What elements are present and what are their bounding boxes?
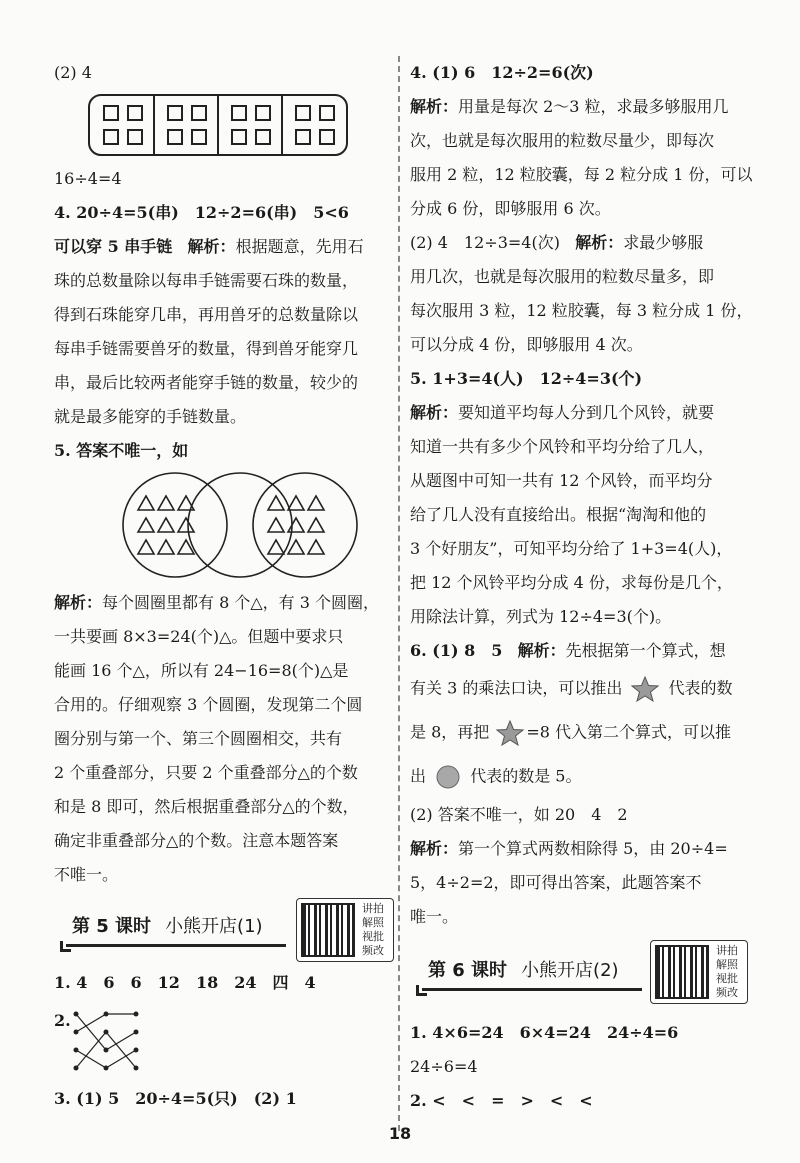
- analysis-label: 解析：: [410, 403, 459, 422]
- lesson-title: [428, 956, 619, 982]
- circles-figure: [120, 470, 360, 580]
- analysis-line: [410, 676, 733, 702]
- analysis-line: 3 个好朋友”，可知平均分给了 1+3=4(人)，: [410, 539, 733, 558]
- analysis-line: [410, 232, 703, 254]
- analysis-line: [410, 402, 714, 424]
- analysis-line: 能画 16 个△，所以有 24−16=8(个)△是: [54, 661, 349, 680]
- analysis-label: 解析：: [410, 97, 459, 116]
- analysis-line: 服用 2 粒，12 粒胶囊，每 2 粒分成 1 份，可以: [410, 165, 753, 184]
- analysis-line: 一共要画 8×3=24(个)△。但题中要求只: [54, 627, 344, 646]
- analysis-label: 解析：: [575, 233, 624, 252]
- analysis-text: 求最少够服: [623, 233, 704, 252]
- analysis-line: 次，也就是每次服用的粒数尽量少，即每次: [410, 131, 715, 150]
- analysis-text: 根据题意，先用石: [235, 237, 364, 256]
- analysis-line: 从题图中可知一共有 12 个风铃，而平均分: [410, 471, 713, 490]
- page-number: 18: [388, 1124, 412, 1143]
- analysis-text: 每个圆圈里都有 8 个△，有 3 个圆圈，: [102, 593, 380, 612]
- lesson-header: [66, 900, 286, 947]
- analysis-line: 给了几人没有直接给出。根据“淘淘和他的: [410, 505, 707, 524]
- answer-text: (2) 4 12÷3=4(次): [410, 233, 560, 252]
- analysis-text: 出: [410, 766, 427, 786]
- analysis-text: 要知道平均每人分到几个风铃，就要: [458, 403, 715, 422]
- analysis-text: 代表的数: [668, 678, 733, 698]
- lesson-name: 小熊开店(2): [521, 960, 619, 981]
- star-icon: [631, 676, 659, 702]
- analysis-line: 确定非重叠部分△的个数。注意本题答案: [54, 831, 339, 850]
- star-icon: [496, 720, 524, 746]
- lesson-header: [422, 944, 642, 991]
- lesson-name: 小熊开店(1): [165, 916, 263, 937]
- analysis-line: 珠的总数量除以每串手链需要石珠的数量，: [54, 271, 359, 290]
- analysis-text: 有关 3 的乘法口诀，可以推出: [410, 678, 623, 698]
- qr-code-icon: [655, 945, 709, 999]
- analysis-line: 得到石珠能穿几串，再用兽牙的总数量除以: [54, 305, 359, 324]
- analysis-label: 解析：: [410, 839, 459, 858]
- analysis-line: 合用的。仔细观察 3 个圆圈，发现第二个圆: [54, 695, 363, 714]
- circle-icon: [435, 764, 461, 790]
- analysis-line: 圈分别与第一个、第三个圆圈相交，共有: [54, 729, 343, 748]
- answer-line: 1. 4×6=24 6×4=24 24÷4=6: [410, 1023, 679, 1042]
- analysis-line: 就是最多能穿的手链数量。: [54, 407, 247, 426]
- answer-line: (2) 4: [54, 63, 92, 82]
- answer-line: 4. 20÷4=5(串) 12÷2=6(串) 5<6: [54, 203, 349, 222]
- analysis-line: 每次服用 3 粒，12 粒胶囊，每 3 粒分成 1 份，: [410, 301, 753, 320]
- analysis-line: 每串手链需要兽牙的数量，得到兽牙能穿几: [54, 339, 359, 358]
- analysis-text: 是 8，再把: [410, 722, 490, 742]
- answer-line: 4. (1) 6 12÷2=6(次): [410, 63, 594, 82]
- answer-line: 5. 答案不唯一，如: [54, 441, 189, 460]
- analysis-line: 把 12 个风铃平均分成 4 份，求每份是几个，: [410, 573, 733, 592]
- column-divider: [398, 56, 400, 1131]
- analysis-label: 解析：: [517, 641, 566, 660]
- answer-line: 1. 4 6 6 12 18 24 四 4: [54, 973, 316, 992]
- analysis-line: 可以分成 4 份，即够服用 4 次。: [410, 335, 643, 354]
- qr-label: 讲拍解照视批频改: [362, 902, 384, 957]
- lesson-number: 第 5 课时: [72, 916, 152, 937]
- analysis-line: 5，4÷2=2，即可得出答案，此题答案不: [410, 873, 702, 892]
- analysis-line: 和是 8 即可，然后根据重叠部分△的个数，: [54, 797, 359, 816]
- analysis-label: 解析：: [54, 593, 103, 612]
- matching-figure: [70, 1008, 150, 1078]
- answer-text: 可以穿 5 串手链: [54, 237, 173, 256]
- answer-line: 24÷6=4: [410, 1057, 478, 1076]
- analysis-line: 知道一共有多少个风铃和平均分给了几人，: [410, 437, 715, 456]
- analysis-line: 唯一。: [410, 907, 459, 926]
- analysis-line: [54, 236, 364, 258]
- squares-figure: [88, 94, 348, 156]
- answer-text: 6. (1) 8 5: [410, 641, 503, 660]
- analysis-line: 用除法计算，列式为 12÷4=3(个)。: [410, 607, 672, 626]
- analysis-line: [410, 720, 731, 746]
- qr-code-box[interactable]: [296, 898, 394, 962]
- lesson-title: [72, 912, 263, 938]
- analysis-line: 分成 6 份，即够服用 6 次。: [410, 199, 611, 218]
- analysis-label: 解析：: [187, 237, 236, 256]
- answer-line: 5. 1+3=4(人) 12÷4=3(个): [410, 369, 643, 388]
- analysis-line: 2 个重叠部分，只要 2 个重叠部分△的个数: [54, 763, 358, 782]
- answer-line: (2) 答案不唯一，如 20 4 2: [410, 805, 628, 824]
- analysis-text: 代表的数是 5。: [470, 766, 582, 786]
- qr-code-icon: [301, 903, 355, 957]
- analysis-text: 第一个算式两数相除得 5，由 20÷4=: [458, 839, 728, 858]
- analysis-line: [54, 592, 379, 614]
- analysis-line: [410, 640, 726, 662]
- analysis-line: [410, 838, 728, 860]
- analysis-line: [410, 764, 581, 790]
- analysis-line: [410, 96, 729, 118]
- analysis-text: 用量是每次 2～3 粒，求最多够服用几: [458, 97, 729, 116]
- answer-line: 16÷4=4: [54, 169, 122, 188]
- analysis-line: 串，最后比较两者能穿手链的数量，较少的: [54, 373, 359, 392]
- analysis-line: 不唯一。: [54, 865, 119, 884]
- answer-line: 2. < < = > < <: [410, 1091, 593, 1110]
- qr-code-box[interactable]: [650, 940, 748, 1004]
- analysis-text: 先根据第一个算式，想: [565, 641, 726, 660]
- answer-line: 3. (1) 5 20÷4=5(只) (2) 1: [54, 1089, 297, 1108]
- analysis-text: =8 代入第二个算式，可以推: [526, 722, 732, 742]
- qr-label: 讲拍解照视批频改: [716, 944, 738, 999]
- analysis-line: 用几次，也就是每次服用的粒数尽量多，即: [410, 267, 715, 286]
- answer-line: 2.: [54, 1011, 71, 1030]
- lesson-number: 第 6 课时: [428, 960, 508, 981]
